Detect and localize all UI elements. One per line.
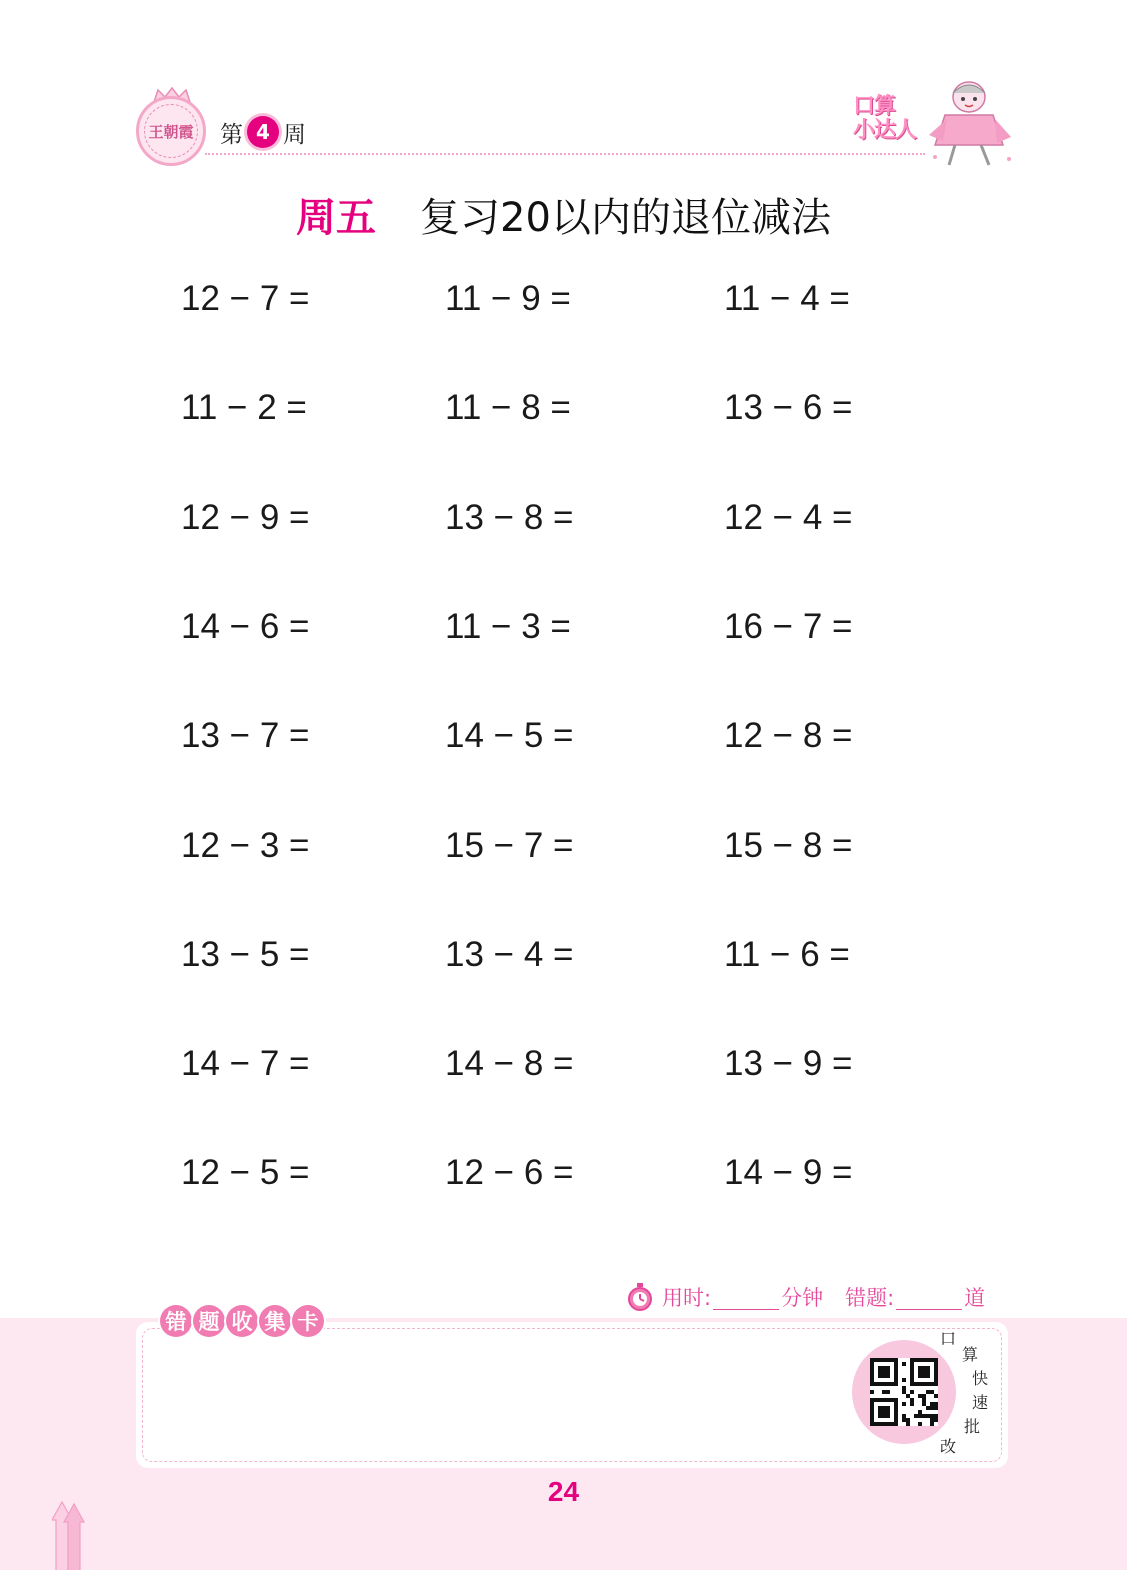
brand-line-1: 口算	[853, 94, 896, 119]
problem-r1-c2: 11 − 9 =	[445, 279, 571, 318]
timing-record	[626, 1280, 985, 1314]
page-number: 24	[547, 1476, 580, 1507]
time-label: 用时:	[662, 1286, 712, 1310]
problem-r2-c3: 13 − 6 =	[724, 388, 853, 427]
problem-r8-c1: 14 − 7 =	[181, 1044, 310, 1083]
mistake-card-title	[160, 1305, 325, 1337]
time-input-blank[interactable]	[713, 1285, 779, 1310]
problem-r9-c1: 12 − 5 =	[181, 1153, 310, 1192]
problem-r5-c1: 13 − 7 =	[181, 716, 310, 755]
problem-r2-c1: 11 − 2 =	[181, 388, 307, 427]
problem-r7-c2: 13 − 4 =	[445, 935, 574, 974]
problem-r3-c2: 13 − 8 =	[445, 498, 574, 537]
problem-r5-c3: 12 − 8 =	[724, 716, 853, 755]
problem-r1-c3: 11 − 4 =	[724, 279, 850, 318]
qr-caption-char: 快	[972, 1369, 989, 1388]
problem-r8-c3: 13 − 9 =	[724, 1044, 853, 1083]
mascot-illustration-icon	[925, 75, 1017, 170]
publisher-logo-text: 王朝霞	[144, 104, 198, 158]
qr-caption-char: 速	[972, 1393, 989, 1412]
qr-caption-char: 口	[940, 1329, 957, 1348]
problem-r6-c2: 15 − 7 =	[445, 826, 574, 865]
card-tab-char: 题	[193, 1305, 225, 1337]
qr-caption-char: 批	[964, 1417, 981, 1436]
qr-caption-char: 改	[940, 1437, 957, 1456]
problem-r3-c3: 12 − 4 =	[724, 498, 853, 537]
problem-r6-c1: 12 − 3 =	[181, 826, 310, 865]
problem-r8-c2: 14 − 8 =	[445, 1044, 574, 1083]
problem-r7-c1: 13 − 5 =	[181, 935, 310, 974]
problem-r9-c2: 12 − 6 =	[445, 1153, 574, 1192]
page-title	[0, 186, 1127, 243]
qr-code-icon[interactable]	[870, 1358, 938, 1426]
series-brand	[853, 95, 923, 143]
errors-label: 错题:	[845, 1286, 895, 1310]
problem-r3-c1: 12 − 9 =	[181, 498, 310, 537]
page-header	[0, 0, 1127, 180]
card-tab-char: 集	[259, 1305, 291, 1337]
week-prefix: 第	[220, 121, 243, 148]
problem-r6-c3: 15 − 8 =	[724, 826, 853, 865]
stopwatch-icon	[626, 1282, 654, 1312]
card-tab-char: 卡	[292, 1305, 324, 1337]
problem-r5-c2: 14 − 5 =	[445, 716, 574, 755]
errors-unit: 道	[964, 1286, 986, 1310]
problem-r1-c1: 12 − 7 =	[181, 279, 310, 318]
problem-r2-c2: 11 − 8 =	[445, 388, 571, 427]
card-tab-char: 错	[160, 1305, 192, 1337]
header-divider	[205, 153, 925, 155]
week-number-badge: 4	[247, 116, 279, 148]
minutes-unit: 分钟	[781, 1286, 824, 1310]
problem-r4-c2: 11 − 3 =	[445, 607, 571, 646]
brand-line-2: 小达人	[853, 118, 917, 143]
decorative-arrows-icon	[52, 1500, 88, 1570]
problem-r9-c3: 14 − 9 =	[724, 1153, 853, 1192]
problem-r4-c3: 16 − 7 =	[724, 607, 853, 646]
problem-r4-c1: 14 − 6 =	[181, 607, 310, 646]
publisher-logo	[136, 96, 206, 166]
day-label: 周五	[296, 195, 377, 241]
qr-caption-char: 算	[962, 1345, 979, 1364]
week-suffix: 周	[283, 121, 306, 148]
card-tab-char: 收	[226, 1305, 258, 1337]
week-indicator	[220, 115, 306, 149]
problem-r7-c3: 11 − 6 =	[724, 935, 850, 974]
errors-input-blank[interactable]	[896, 1285, 962, 1310]
topic-label: 复习20以内的退位减法	[420, 195, 831, 241]
